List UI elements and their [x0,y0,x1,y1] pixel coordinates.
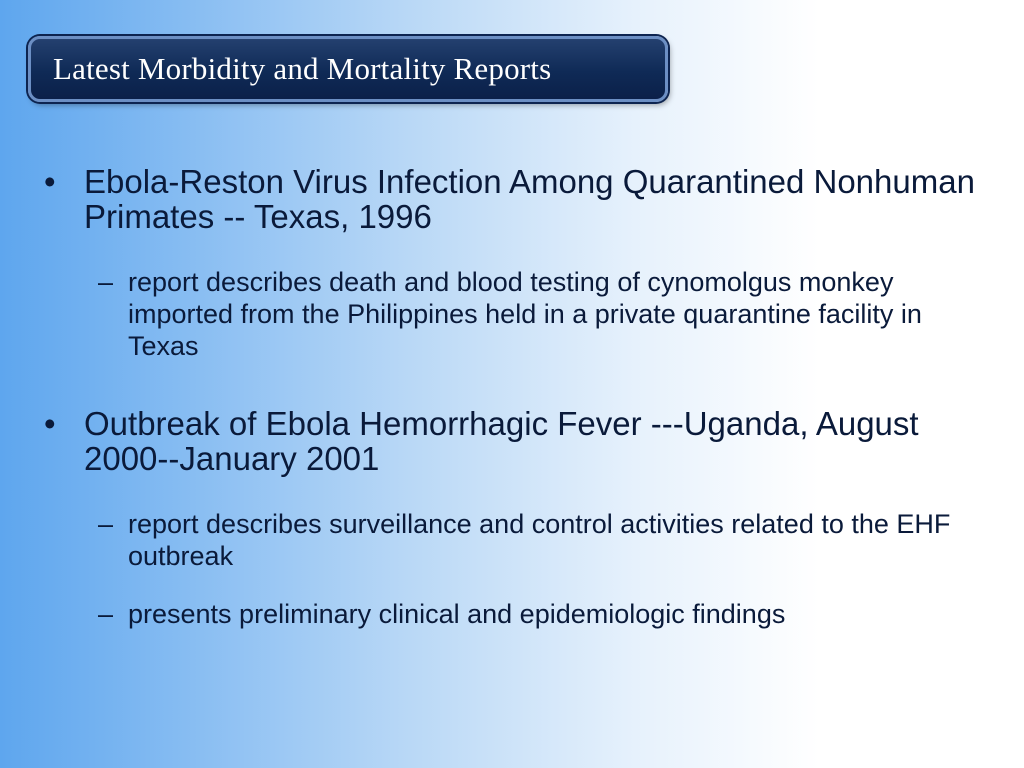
title-banner [28,36,668,102]
slide-title: Latest Morbidity and Mortality Reports [53,51,552,86]
sub-bullet-marker: – [98,599,114,629]
bullet-item [44,164,984,234]
bullet-text: Ebola-Reston Virus Infection Among Quarantined Nonhuman Primates -- Texas, 1996 [84,163,975,235]
sub-bullet-text: presents preliminary clinical and epidemiologic findings [128,599,786,629]
sub-bullet-item [98,598,988,630]
bullet-marker: • [44,405,56,442]
bullet-marker: • [44,163,56,200]
sub-bullet-text: report describes death and blood testing of cynomolgus monkey imported from the Philippines held in a private quarantine facility in Texas [128,267,922,361]
bullet-item [44,406,984,476]
slide-content [44,164,984,658]
sub-bullet-item [98,508,988,572]
sub-bullet-text: report describes surveillance and control activities related to the EHF outbreak [128,509,951,571]
sub-bullet-marker: – [98,509,114,539]
bullet-text: Outbreak of Ebola Hemorrhagic Fever ---Uganda, August 2000--January 2001 [84,405,919,477]
sub-bullet-marker: – [98,267,114,297]
sub-bullet-item [98,266,988,362]
